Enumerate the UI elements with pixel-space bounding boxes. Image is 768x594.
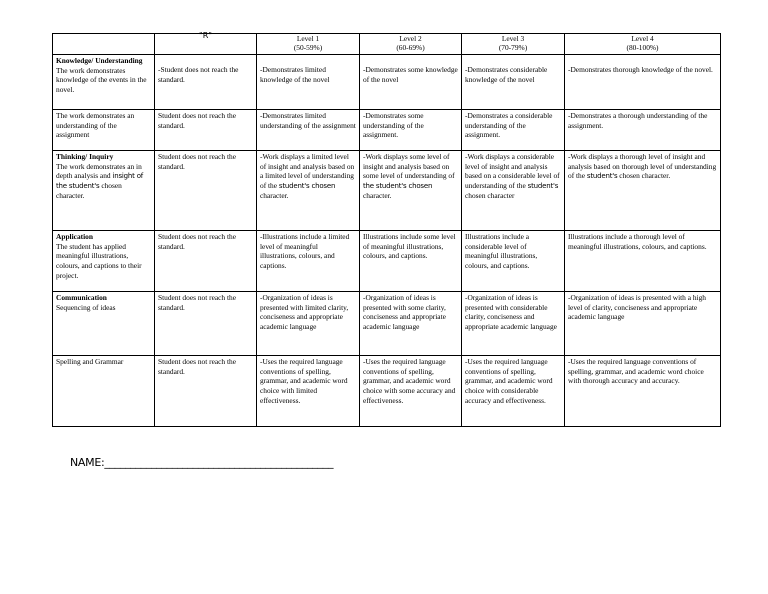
- cell-r: [155, 292, 257, 356]
- row-spelling: [53, 356, 721, 427]
- criteria-text: The student has applied meaningful illustrations, colours, and captions to their project.: [56, 241, 142, 280]
- level-4-range: (80-100%): [626, 42, 659, 52]
- cell-text: -Uses the required language conventions of spelling, grammar, and academic word choice with limited effectiveness.: [260, 357, 348, 405]
- header-level-1: [257, 34, 360, 55]
- criteria-text-end: chosen character.: [56, 181, 122, 201]
- cell-text: -Demonstrates considerable knowledge of the novel: [465, 65, 548, 84]
- cell-r: [155, 231, 257, 292]
- criteria-knowledge: [53, 55, 155, 110]
- cell-level-3: [462, 356, 565, 427]
- cell-text: Student does not reach the standard.: [158, 111, 236, 130]
- criteria-text: The work demonstrates an understanding of the assignment: [56, 111, 135, 140]
- cell-level-1: [257, 55, 360, 110]
- criteria-title: Communication: [56, 293, 107, 303]
- level-4-name: Level 4: [631, 34, 654, 43]
- cell-text: -Demonstrates a thorough understanding of the assignment.: [568, 111, 708, 130]
- criteria-spelling: [53, 356, 155, 427]
- cell-level-4: [565, 292, 721, 356]
- cell-level-4: [565, 356, 721, 427]
- criteria-application: [53, 231, 155, 292]
- rubric-table: [52, 33, 721, 427]
- header-r-label: "R": [199, 31, 212, 40]
- cell-text: -Uses the required language conventions of spelling, grammar, and academic word choice with some accuracy and effectiveness.: [363, 357, 456, 405]
- cell-text: Student does not reach the standard.: [158, 232, 236, 251]
- cell-text: -Demonstrates limited understanding of the assignment: [260, 111, 356, 130]
- header-row: [53, 34, 721, 55]
- cell-text-emph: student's: [527, 181, 559, 190]
- cell-text: -Demonstrates a considerable understanding of the assignment.: [465, 111, 553, 140]
- name-field-label: NAME:____________________________________________: [70, 456, 334, 469]
- criteria-communication: [53, 292, 155, 356]
- cell-text: -Work displays some level of insight and analysis based on some level of understanding of: [363, 152, 455, 181]
- cell-level-3: [462, 55, 565, 110]
- cell-text: -Work displays a limited level of insight and analysis based on a limited level of understanding of the: [260, 152, 355, 190]
- header-level-3: [462, 34, 565, 55]
- cell-text-end: chosen character.: [619, 171, 671, 181]
- cell-text: -Demonstrates some knowledge of the novel: [363, 65, 458, 84]
- cell-level-1: [257, 292, 360, 356]
- cell-r: [155, 55, 257, 110]
- criteria-text-emph: insight of the student's: [56, 172, 144, 191]
- cell-text-end: character.: [260, 191, 289, 200]
- criteria-title: Knowledge/ Understanding: [56, 56, 143, 66]
- level-3-name: Level 3: [501, 34, 525, 43]
- cell-text: -Demonstrates some understanding of the assignment.: [363, 111, 424, 140]
- cell-level-2: [360, 231, 462, 292]
- cell-text: -Uses the required language conventions of spelling, grammar, and academic word choice with thorough accuracy and accuracy.: [568, 357, 704, 386]
- cell-level-3: [462, 292, 565, 356]
- cell-text: -Demonstrates thorough knowledge of the novel.: [568, 65, 713, 75]
- criteria-text: Sequencing of ideas: [56, 302, 116, 312]
- cell-level-1: [257, 110, 360, 151]
- cell-level-4: [565, 55, 721, 110]
- cell-level-2: [360, 110, 462, 151]
- row-thinking: [53, 151, 721, 231]
- criteria-title: Application: [56, 232, 93, 242]
- cell-r: [155, 356, 257, 427]
- cell-text-emph: student's chosen: [278, 181, 336, 190]
- criteria-title: Thinking/ Inquiry: [56, 152, 114, 162]
- level-2-name: Level 2: [399, 34, 422, 43]
- cell-text: Student does not reach the standard.: [158, 357, 236, 376]
- level-3-range: (70-79%): [498, 42, 528, 52]
- criteria-text: The work demonstrates knowledge of the events in the novel.: [56, 65, 147, 94]
- cell-text: Illustrations include some level of meaningful illustrations, colours, and captions.: [363, 232, 456, 261]
- criteria-understanding: [53, 110, 155, 151]
- header-level-4: [565, 34, 721, 55]
- cell-text: -Work displays a thorough level of insight and analysis based on thorough level of understanding of the: [568, 152, 717, 181]
- cell-r: [155, 110, 257, 151]
- header-level-2: [360, 34, 462, 55]
- cell-level-1: [257, 151, 360, 231]
- cell-text: -Illustrations include a limited level of meaningful illustrations, colours, and captions.: [260, 232, 350, 270]
- criteria-thinking: [53, 151, 155, 231]
- cell-text-end: character.: [363, 191, 392, 200]
- cell-level-3: [462, 151, 565, 231]
- criteria-text: The work demonstrates an in depth analysis and: [56, 161, 142, 181]
- cell-text: Illustrations include a considerable level of meaningful illustrations, colours, and captions.: [465, 232, 538, 270]
- row-knowledge: [53, 55, 721, 110]
- cell-text: -Organization of ideas is presented with considerable clarity, conciseness and appropriate academic language: [465, 293, 557, 331]
- cell-text: -Student does not reach the standard.: [158, 65, 239, 84]
- cell-text-end: chosen character: [465, 191, 515, 200]
- cell-level-1: [257, 231, 360, 292]
- cell-level-1: [257, 356, 360, 427]
- cell-level-2: [360, 151, 462, 231]
- cell-text-emph: student's: [586, 172, 618, 181]
- cell-text: -Organization of ideas is presented with limited clarity, conciseness and appropriate academic language: [260, 293, 349, 331]
- cell-text: -Work displays a considerable level of insight and analysis based on a considerable level of understanding of the: [465, 152, 560, 190]
- cell-text: -Organization of ideas is presented with some clarity, conciseness and appropriate academic language: [363, 293, 446, 331]
- cell-level-3: [462, 110, 565, 151]
- cell-text: -Organization of ideas is presented with a high level of clarity, conciseness and appropriate academic language: [568, 293, 706, 322]
- cell-text: -Uses the required language conventions of spelling, grammar, and academic word choice with considerable accuracy and effectiveness.: [465, 357, 553, 405]
- cell-text: Illustrations include a thorough level of meaningful illustrations, colours, and captions.: [568, 232, 707, 251]
- cell-level-4: [565, 151, 721, 231]
- cell-level-4: [565, 231, 721, 292]
- cell-level-4: [565, 110, 721, 151]
- row-communication: [53, 292, 721, 356]
- criteria-text: Spelling and Grammar: [56, 357, 124, 367]
- row-understanding: [53, 110, 721, 151]
- header-criteria: [53, 34, 155, 55]
- header-r: [155, 31, 257, 55]
- cell-level-2: [360, 55, 462, 110]
- row-application: [53, 231, 721, 292]
- level-1-range: (50-59%): [293, 42, 323, 52]
- cell-level-2: [360, 356, 462, 427]
- cell-text: Student does not reach the standard.: [158, 293, 236, 312]
- cell-text-emph: the student's chosen: [363, 181, 433, 190]
- cell-r: [155, 151, 257, 231]
- level-2-range: (60-69%): [396, 42, 425, 52]
- level-1-name: Level 1: [296, 34, 320, 43]
- cell-text: Student does not reach the standard.: [158, 152, 236, 171]
- cell-level-2: [360, 292, 462, 356]
- cell-text: -Demonstrates limited knowledge of the novel: [260, 65, 330, 84]
- cell-level-3: [462, 231, 565, 292]
